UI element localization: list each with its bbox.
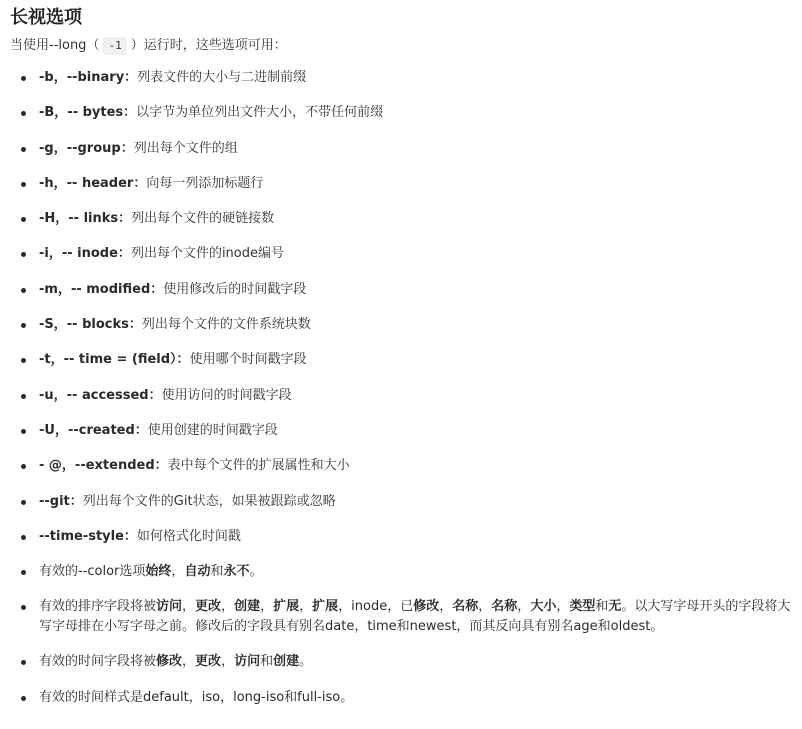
- bullet-icon: [21, 535, 26, 540]
- option-description: 表中每个文件的扩展属性和大小: [167, 458, 350, 474]
- note-text: ，: [439, 599, 453, 615]
- note-keyword: 访问: [234, 654, 261, 670]
- option-flag: -g，--group：: [39, 140, 134, 156]
- list-item: [10, 350, 802, 370]
- list-item: [10, 174, 802, 194]
- bullet-icon: [21, 500, 26, 505]
- bullet-icon: [21, 252, 26, 257]
- note-text: 。: [249, 564, 263, 580]
- list-item: [10, 209, 802, 229]
- note-keyword: 始终: [145, 564, 172, 580]
- inline-code: -1: [103, 37, 126, 55]
- option-flag: -m，-- modified：: [39, 281, 164, 297]
- list-item: [10, 68, 802, 88]
- option-flag: -i，-- inode：: [39, 246, 131, 262]
- option-description: 使用哪个时间戳字段: [189, 352, 307, 368]
- note-keyword: 大小: [530, 599, 557, 615]
- note-keyword: 创建: [234, 599, 261, 615]
- note-keyword: 自动: [184, 564, 211, 580]
- note-text: 有效的排序字段将被: [39, 599, 157, 615]
- note-text: 有效的时间样式是default，iso，long-iso和full-iso。: [39, 689, 354, 705]
- bullet-icon: [21, 464, 26, 469]
- note-text: ，: [517, 599, 531, 615]
- option-description: 使用修改后的时间戳字段: [163, 281, 307, 297]
- list-item: [10, 280, 802, 300]
- note-text: ，inode，已: [338, 599, 414, 615]
- note-text: ，: [260, 599, 274, 615]
- note-keyword: 创建: [273, 654, 300, 670]
- note-text: ，: [171, 564, 185, 580]
- option-flag: -h，-- header：: [39, 175, 147, 191]
- option-description: 向每一列添加标题行: [146, 175, 264, 191]
- option-description: 以字节为单位列出文件大小，不带任何前缀: [136, 105, 384, 121]
- note-text: ，: [556, 599, 570, 615]
- option-flag: -u，-- accessed：: [39, 387, 162, 403]
- bullet-icon: [21, 696, 26, 701]
- bullet-icon: [21, 182, 26, 187]
- intro-paragraph: [10, 35, 802, 68]
- option-flag: --time-style：: [39, 528, 137, 544]
- list-item: [10, 315, 802, 335]
- note-text: 。: [299, 654, 313, 670]
- bullet-icon: [21, 358, 26, 363]
- option-flag: -t，-- time = (field）：: [39, 352, 190, 368]
- color-note-item: [10, 562, 802, 582]
- option-description: 列出每个文件的文件系统块数: [141, 317, 311, 333]
- note-text: 。以大写字母开头的字段将大写字母排在小写字母之前。修改后的字段具有别名date，time和newest，而其反向具有别名age和oldest。: [39, 599, 791, 635]
- note-keyword: 更改: [195, 599, 222, 615]
- note-keyword: 扩展: [273, 599, 300, 615]
- note-text: 有效的时间字段将被: [39, 654, 157, 670]
- option-description: 列出每个文件的Git状态，如果被跟踪或忽略: [82, 493, 336, 509]
- style-note-item: [10, 688, 802, 708]
- list-item: [10, 244, 802, 264]
- option-description: 列出每个文件的inode编号: [130, 246, 284, 262]
- note-keyword: 类型: [569, 599, 596, 615]
- note-keyword: 修改: [156, 654, 183, 670]
- bullet-icon: [21, 605, 26, 610]
- time-note-item: [10, 652, 802, 672]
- option-list: [10, 68, 802, 708]
- note-keyword: 更改: [195, 654, 222, 670]
- bullet-icon: [21, 147, 26, 152]
- list-item: [10, 103, 802, 123]
- bullet-icon: [21, 288, 26, 293]
- option-flag: -H，-- links：: [39, 211, 132, 227]
- bullet-icon: [21, 570, 26, 575]
- list-item: [10, 139, 802, 159]
- note-text: 有效的--color选项: [39, 564, 146, 580]
- option-description: 使用访问的时间戳字段: [161, 387, 292, 403]
- option-flag: -B，-- bytes：: [39, 105, 137, 121]
- bullet-icon: [21, 76, 26, 81]
- bullet-icon: [21, 660, 26, 665]
- bullet-icon: [21, 111, 26, 116]
- note-text: ，: [299, 599, 313, 615]
- list-item: [10, 421, 802, 441]
- option-description: 列表文件的大小与二进制前缀: [137, 70, 307, 85]
- note-keyword: 名称: [491, 599, 518, 615]
- note-text: 和: [210, 564, 224, 580]
- intro-prefix: 当使用--long（: [10, 38, 100, 53]
- bullet-icon: [21, 429, 26, 434]
- bullet-icon: [21, 217, 26, 222]
- list-item: [10, 492, 802, 512]
- option-flag: --git：: [39, 493, 83, 509]
- note-keyword: 访问: [156, 599, 183, 615]
- option-flag: -S，-- blocks：: [39, 317, 142, 333]
- note-keyword: 无: [608, 599, 622, 615]
- list-item: [10, 527, 802, 547]
- list-item: [10, 386, 802, 406]
- option-description: 如何格式化时间戳: [136, 528, 241, 544]
- note-text: ，: [478, 599, 492, 615]
- bullet-icon: [21, 394, 26, 399]
- intro-suffix: ）运行时，这些选项可用：: [130, 38, 287, 53]
- list-item: [10, 456, 802, 476]
- option-flag: -b，--binary：: [39, 70, 138, 85]
- note-text: ，: [182, 599, 196, 615]
- note-text: 和: [260, 654, 274, 670]
- option-flag: - @，--extended：: [39, 458, 168, 474]
- bullet-icon: [21, 323, 26, 328]
- sort-note-item: [10, 597, 802, 637]
- section-title: 长视选项: [10, 7, 82, 28]
- option-description: 列出每个文件的硬链接数: [131, 211, 275, 227]
- option-flag: -U，--created：: [39, 422, 148, 438]
- option-description: 列出每个文件的组: [133, 140, 238, 156]
- note-keyword: 扩展: [312, 599, 339, 615]
- option-description: 使用创建的时间戳字段: [147, 422, 278, 438]
- note-text: ，: [182, 654, 196, 670]
- note-text: ，: [221, 599, 235, 615]
- note-text: 和: [595, 599, 609, 615]
- note-keyword: 修改: [413, 599, 440, 615]
- note-keyword: 名称: [452, 599, 479, 615]
- note-keyword: 永不: [223, 564, 250, 580]
- note-text: ，: [221, 654, 235, 670]
